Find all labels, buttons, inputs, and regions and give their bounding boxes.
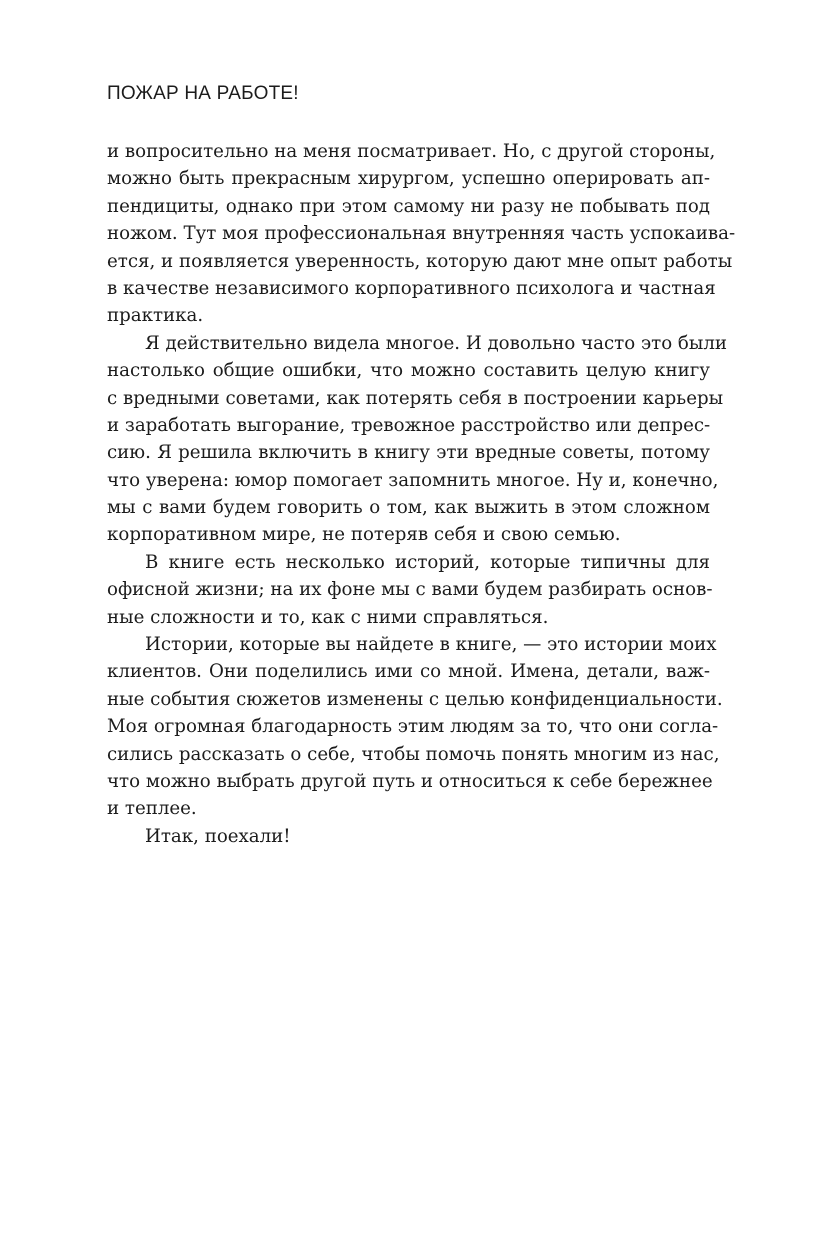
text-line: с вредными советами, как потерять себя в построении карьеры xyxy=(107,387,724,409)
text-line: в качестве независимого корпоративного психолога и частная xyxy=(107,277,716,299)
text-line: практика. xyxy=(107,305,204,327)
text-line: сию. Я решила включить в книгу эти вредные советы, потому xyxy=(107,442,710,464)
text-line: настолько общие ошибки, что можно составить целую книгу xyxy=(107,360,710,382)
text-line: что можно выбрать другой путь и относиться к себе бережнее xyxy=(107,770,713,792)
paragraph xyxy=(107,330,728,549)
text-line: Итак, поехали! xyxy=(145,825,291,847)
running-head: ПОЖАР НА РАБОТЕ! xyxy=(107,83,299,104)
paragraph xyxy=(107,631,723,823)
text-line: сились рассказать о себе, чтобы помочь понять многим из нас, xyxy=(107,743,720,765)
text-line: ется, и появляется уверенность, которую дают мне опыт работы xyxy=(107,250,733,272)
paragraph xyxy=(107,823,710,850)
text-line: пендициты, однако при этом самому ни разу не побывать под xyxy=(107,195,710,217)
text-line: мы с вами будем говорить о том, как выжить в этом сложном xyxy=(107,497,710,519)
text-line: ные события сюжетов изменены с целью конфиденциальности. xyxy=(107,688,723,710)
text-line: что уверена: юмор помогает запомнить многое. Ну и, конечно, xyxy=(107,469,719,491)
paragraph xyxy=(107,138,736,330)
paragraph xyxy=(107,549,713,631)
text-line: Я действительно видела многое. И довольно часто это были xyxy=(145,332,728,354)
text-line: Моя огромная благодарность этим людям за то, что они согла- xyxy=(107,716,719,738)
text-line: можно быть прекрасным хирургом, успешно оперировать ап- xyxy=(107,168,710,190)
text-line: корпоративном мире, не потеряв себя и свою семью. xyxy=(107,524,621,546)
text-line: ножом. Тут моя профессиональная внутренняя часть успокаива- xyxy=(107,223,736,245)
text-line: и теплее. xyxy=(107,798,197,820)
text-line: офисной жизни; на их фоне мы с вами будем разбирать основ- xyxy=(107,579,713,601)
body-text xyxy=(107,138,736,850)
text-line: ные сложности и то, как с ними справляться. xyxy=(107,606,549,628)
text-line: В книге есть несколько историй, которые типичны для xyxy=(145,551,710,573)
text-line: клиентов. Они поделились ими со мной. Имена, детали, важ- xyxy=(107,661,710,683)
text-line: Истории, которые вы найдете в книге, — это истории моих xyxy=(145,634,717,656)
text-line: и вопросительно на меня посматривает. Но, с другой стороны, xyxy=(107,141,716,162)
text-line: и заработать выгорание, тревожное расстройство или депрес- xyxy=(107,414,711,436)
